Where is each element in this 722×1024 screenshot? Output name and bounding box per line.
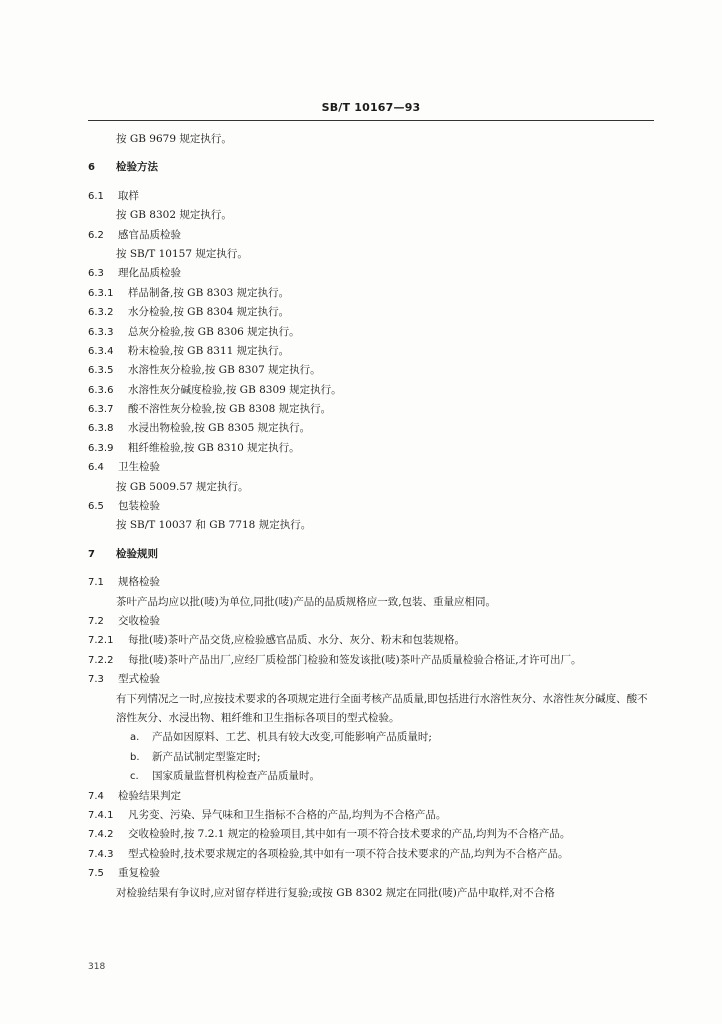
clause-heading: 6.4 卫生检验 [88, 461, 160, 474]
clause-heading: 7.3 型式检验 [88, 673, 160, 686]
clause-item: 6.3.6 水溶性灰分碱度检验,按 GB 8309 规定执行。 [88, 383, 342, 396]
clause-heading: 6.2 感官品质检验 [88, 228, 181, 241]
clause-item: 7.2.2 每批(唛)茶叶产品出厂,应经厂质检部门检验和签发该批(唛)茶叶产品质量检验合格证,才许可出厂。 [88, 653, 582, 666]
clause-item: 6.3.8 水浸出物检验,按 GB 8305 规定执行。 [88, 422, 311, 435]
list-item: a. 产品如因原料、工艺、机具有较大改变,可能影响产品质量时; [130, 731, 432, 744]
clause-item: 7.4.1 凡劣变、污染、异气味和卫生指标不合格的产品,均判为不合格产品。 [88, 808, 447, 821]
paragraph: 按 SB/T 10157 规定执行。 [116, 247, 248, 260]
document-body [88, 130, 656, 903]
clause-item: 6.3.4 粉末检验,按 GB 8311 规定执行。 [88, 344, 290, 357]
clause-item: 6.3.2 水分检验,按 GB 8304 规定执行。 [88, 306, 290, 319]
clause-item: 7.4.3 型式检验时,技术要求规定的各项检验,其中如有一项不符合技术要求的产品,均判为不合格产品。 [88, 847, 569, 860]
clause-item: 6.3.7 酸不溶性灰分检验,按 GB 8308 规定执行。 [88, 403, 332, 416]
clause-heading: 7.5 重复检验 [88, 867, 160, 880]
clause-item: 6.3.9 粗纤维检验,按 GB 8310 规定执行。 [88, 441, 300, 454]
running-header [88, 98, 654, 121]
standard-code: SB/T 10167—93 [321, 101, 421, 114]
clause-item: 6.3.5 水溶性灰分检验,按 GB 8307 规定执行。 [88, 364, 321, 377]
paragraph: 按 GB 9679 规定执行。 [116, 133, 232, 145]
clause-heading: 7.1 规格检验 [88, 576, 160, 589]
list-item: b. 新产品试制定型鉴定时; [130, 750, 261, 763]
clause-item: 7.2.1 每批(唛)茶叶产品交货,应检验感官品质、水分、灰分、粉末和包装规格。 [88, 634, 466, 647]
clause-heading: 7.2 交收检验 [88, 614, 160, 627]
paragraph: 按 GB 5009.57 规定执行。 [116, 480, 249, 493]
page-number: 318 [88, 962, 106, 972]
paragraph: 按 GB 8302 规定执行。 [116, 209, 232, 222]
clause-heading: 6.3 理化品质检验 [88, 267, 181, 280]
clause-heading: 6.1 取样 [88, 189, 139, 202]
section-heading: 6 检验方法 [88, 161, 158, 174]
clause-item: 6.3.1 样品制备,按 GB 8303 规定执行。 [88, 286, 290, 299]
clause-heading: 7.4 检验结果判定 [88, 789, 181, 802]
list-item: c. 国家质量监督机构检查产品质量时。 [130, 770, 320, 783]
paragraph: 茶叶产品均应以批(唛)为单位,同批(唛)产品的品质规格应一致,包装、重量应相同。 [116, 595, 497, 608]
clause-heading: 6.5 包装检验 [88, 500, 160, 513]
section-heading: 7 检验规则 [88, 547, 158, 560]
paragraph: 按 SB/T 10037 和 GB 7718 规定执行。 [116, 519, 312, 532]
clause-item: 7.4.2 交收检验时,按 7.2.1 规定的检验项目,其中如有一项不符合技术要求的产品,均判为不合格产品。 [88, 828, 571, 841]
paragraph: 有下列情况之一时,应按技术要求的各项规定进行全面考核产品质量,即包括进行水溶性灰分、水溶性灰分碱度、酸不溶性灰分、水浸出物、粗纤维和卫生指标各项目的型式检验。 [116, 692, 648, 724]
paragraph: 对检验结果有争议时,应对留存样进行复验;或按 GB 8302 规定在同批(唛)产品中取样,对不合格 [116, 886, 555, 899]
clause-item: 6.3.3 总灰分检验,按 GB 8306 规定执行。 [88, 325, 300, 338]
